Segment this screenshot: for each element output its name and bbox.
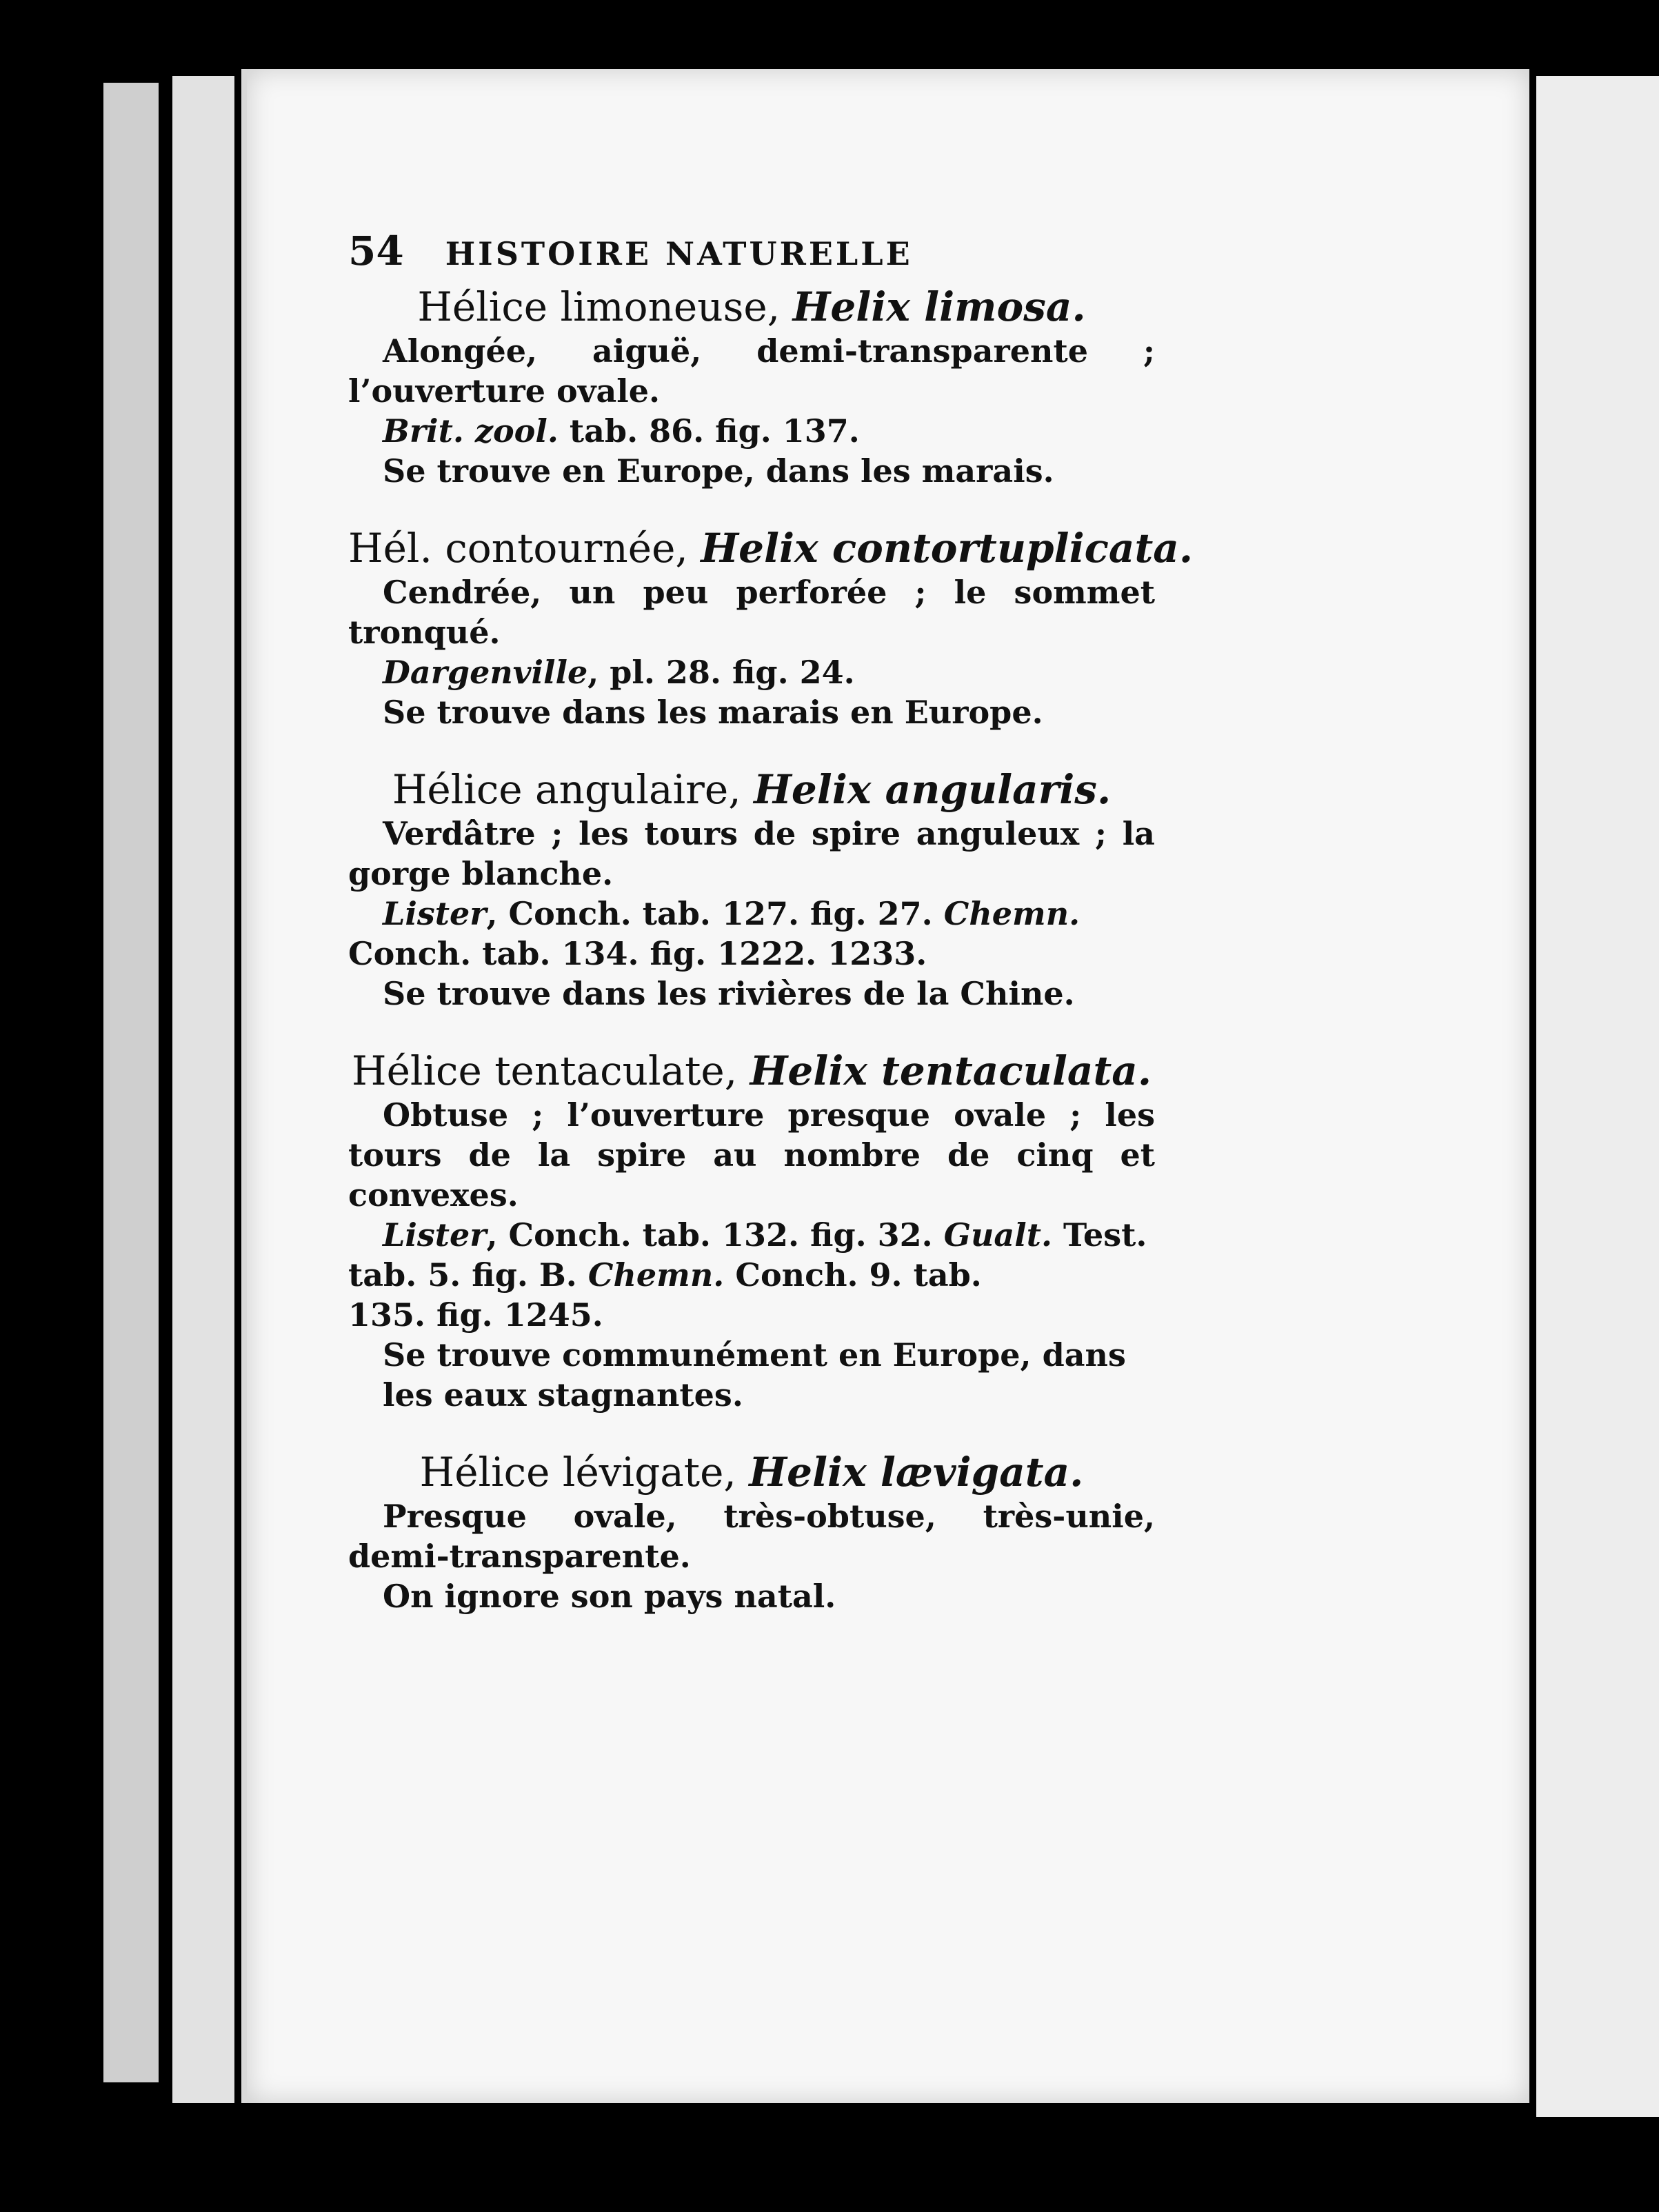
- entry-title: [348, 1448, 1155, 1496]
- reference-citation: , Conch. tab. 132. fig. 32.: [486, 1216, 944, 1254]
- page-number: 54: [348, 228, 404, 274]
- reference-author: Chemn.: [943, 895, 1080, 932]
- facing-page-edge: [1536, 76, 1659, 2117]
- entry-title: [348, 765, 1155, 814]
- reference-author: Chemn.: [587, 1256, 725, 1294]
- reference-author: Gualt.: [943, 1216, 1052, 1254]
- reference-citation: tab. 86. fig. 137.: [558, 412, 860, 450]
- species-entry: [348, 765, 1155, 1014]
- habitat-note: Se trouve communément en Europe, dans les eaux stagnantes.: [383, 1336, 1126, 1414]
- reference-citation: , pl. 28. fig. 24.: [587, 654, 855, 691]
- book-edge-strip: [103, 83, 159, 2082]
- description-text: Obtuse ; l’ouverture presque ovale ; les tours de la spire au nombre de cinq et convexes.: [348, 1096, 1155, 1214]
- reference-citation: , Conch. tab. 127. fig. 27.: [486, 895, 944, 932]
- latin-name: Helix lævigata.: [749, 1449, 1084, 1496]
- bibliographic-reference: [348, 894, 1155, 974]
- latin-name: Helix angularis.: [754, 766, 1112, 813]
- french-name: Hél. contournée,: [348, 525, 688, 572]
- book-edge-strip: [172, 76, 234, 2103]
- reference-citation: Conch. 9. tab.: [724, 1256, 982, 1294]
- habitat-note: On ignore son pays natal.: [383, 1578, 836, 1615]
- entry-description: [348, 331, 1155, 411]
- entry-description: [348, 1496, 1155, 1576]
- description-text: Cendrée, un peu perforée ; le sommet tronqué.: [348, 574, 1155, 651]
- reference-author: Lister: [383, 1216, 487, 1254]
- entry-description: [348, 572, 1155, 652]
- running-title: HISTOIRE NATURELLE: [445, 235, 913, 272]
- bibliographic-reference: [348, 411, 1155, 451]
- description-text: Alongée, aiguë, demi-transparente ; l’ouverture ovale.: [348, 332, 1155, 410]
- french-name: Hélice lévigate,: [419, 1449, 736, 1496]
- entry-description: [348, 814, 1155, 894]
- species-entries: [348, 283, 1194, 1616]
- species-entry: [348, 524, 1194, 732]
- bibliographic-reference: [348, 652, 1155, 692]
- entry-title: [348, 283, 1155, 331]
- french-name: Hélice angulaire,: [392, 766, 741, 813]
- entry-title: [348, 524, 1194, 572]
- reference-continuation: 135. fig. 1245.: [348, 1296, 603, 1334]
- habitat-note: Se trouve en Europe, dans les marais.: [383, 452, 1054, 490]
- running-head: [348, 228, 1155, 283]
- species-entry: [348, 1448, 1155, 1616]
- latin-name: Helix tentaculata.: [750, 1047, 1152, 1094]
- species-entry: [348, 1047, 1158, 1415]
- habitat-note: Se trouve dans les marais en Europe.: [383, 694, 1043, 731]
- habitat-note: Se trouve dans les rivières de la Chine.: [383, 975, 1075, 1012]
- description-text: Presque ovale, très-obtuse, très-unie, demi-transparente.: [348, 1498, 1155, 1575]
- reference-author: Lister: [383, 895, 487, 932]
- reference-author: Brit. zool.: [383, 412, 559, 450]
- bibliographic-reference: [348, 1215, 1158, 1335]
- french-name: Hélice limoneuse,: [417, 283, 781, 330]
- reference-citation: Conch. tab. 134. fig. 1222. 1233.: [348, 895, 1092, 972]
- entry-description: [348, 1095, 1155, 1215]
- latin-name: Helix contortuplicata.: [701, 525, 1194, 572]
- entry-title: [348, 1047, 1155, 1095]
- french-name: Hélice tentaculate,: [351, 1047, 738, 1094]
- page-text: [348, 228, 1194, 1616]
- latin-name: Helix limosa.: [792, 283, 1086, 330]
- reference-citation: Test. tab. 5. fig. B.: [348, 1216, 1158, 1294]
- description-text: Verdâtre ; les tours de spire anguleux ; la gorge blanche.: [348, 815, 1155, 892]
- reference-author: Dargenville: [383, 654, 588, 691]
- species-entry: [348, 283, 1155, 491]
